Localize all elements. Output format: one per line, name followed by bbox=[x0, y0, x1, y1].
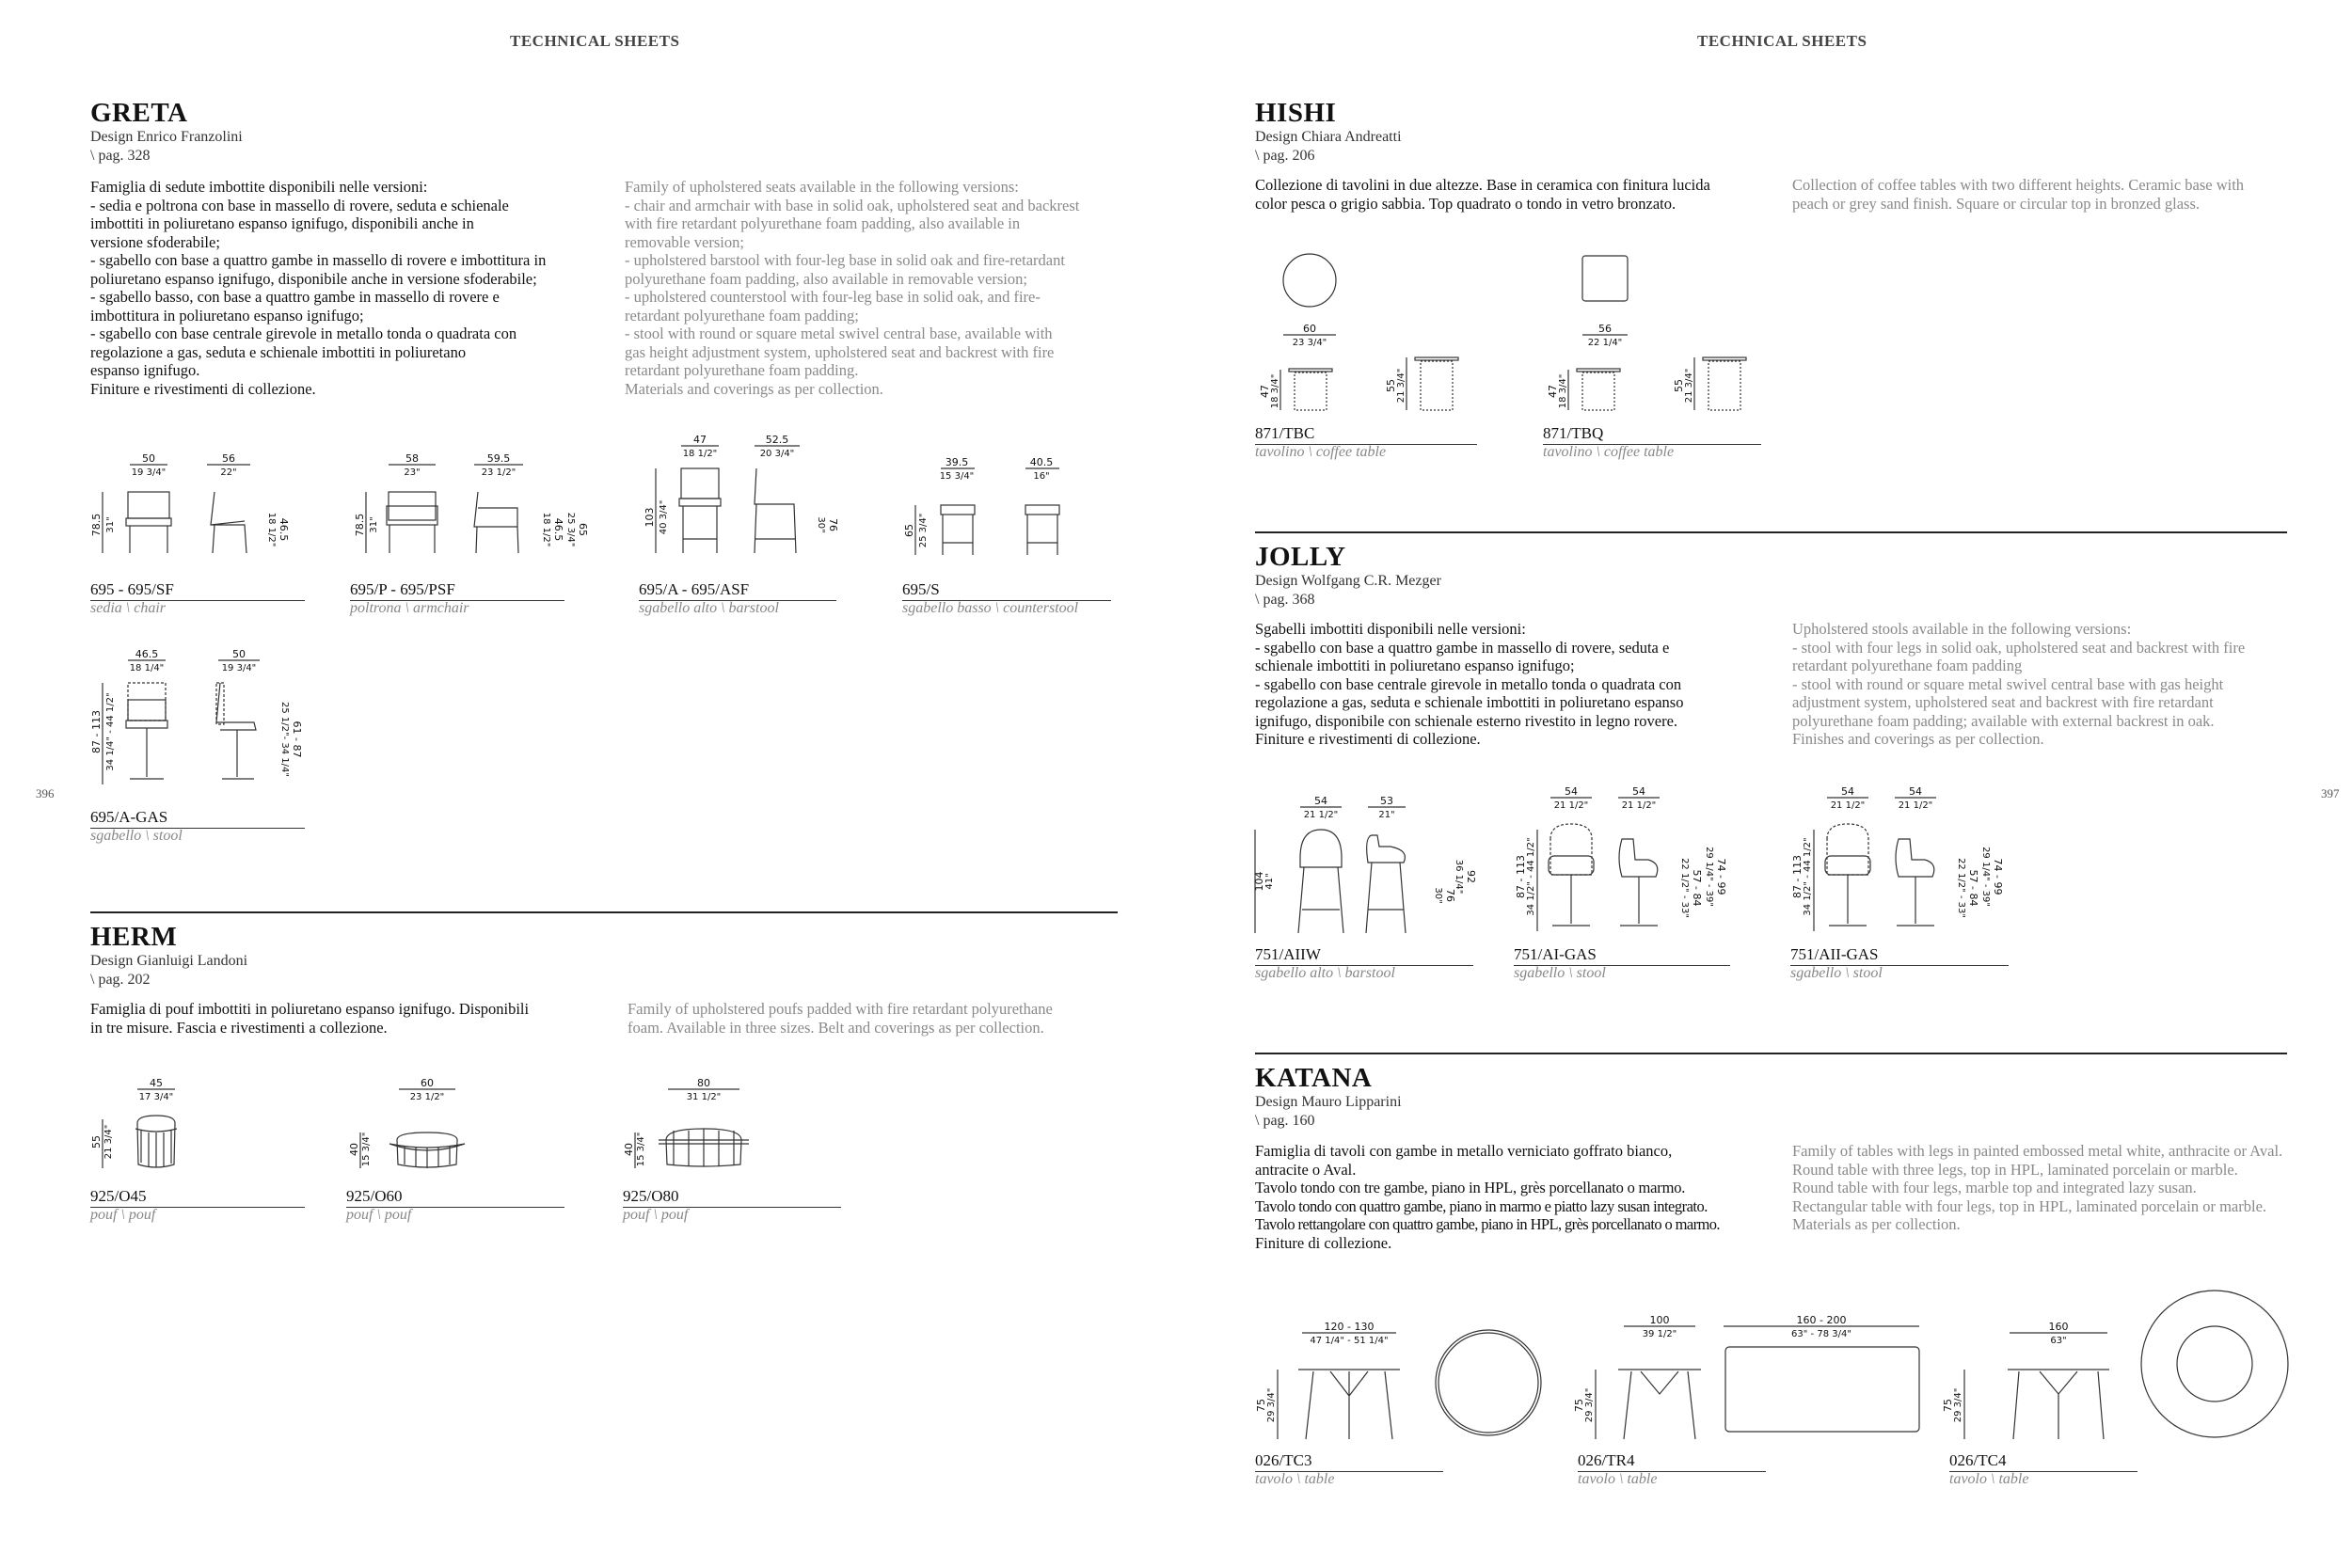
greta-page-ref: \ pag. 328 bbox=[90, 148, 151, 164]
text-line: Round table with three legs, top in HPL, laminated porcelain or marble. bbox=[1792, 1160, 2238, 1179]
dim-back-height: 74 - 99 bbox=[1715, 858, 1727, 895]
dim-seat-height-in: 22 1/2" - 33" bbox=[1679, 858, 1690, 918]
hishi-code-tbc: 871/TBC bbox=[1255, 424, 1477, 445]
hishi-designer bbox=[1255, 128, 1402, 166]
dim-length: 160 - 200 bbox=[1796, 1314, 1847, 1326]
katana-designer bbox=[1255, 1093, 1402, 1131]
jolly-page-ref: \ pag. 368 bbox=[1255, 592, 1315, 608]
text-line: Finiture e rivestimenti di collezione. bbox=[90, 379, 316, 398]
dim-width: 54 bbox=[1841, 785, 1854, 798]
dim-height: 65 bbox=[903, 524, 915, 537]
dim-depth: 53 bbox=[1380, 795, 1393, 807]
herm-code-o60: 925/O60 bbox=[346, 1187, 564, 1208]
herm-designer-name: Design Gianluigi Landoni bbox=[90, 953, 248, 969]
dim-seat-height-in: 18 1/2" bbox=[266, 512, 277, 547]
text-line: antracite o Aval. bbox=[1255, 1160, 1357, 1179]
text-line: - sgabello con base centrale girevole in metallo tonda o quadrata con bbox=[1255, 674, 1682, 693]
dim-depth-in: 16" bbox=[1033, 471, 1050, 482]
text-line: - upholstered counterstool with four-leg base in solid oak, and fire- bbox=[625, 288, 1041, 306]
text-line: Finishes and coverings as per collection. bbox=[1792, 730, 2044, 748]
dim-height-in: 29 3/4" bbox=[1266, 1387, 1277, 1423]
dim-height-high-in: 21 3/4" bbox=[1396, 368, 1406, 404]
dim-height-in: 40 3/4" bbox=[659, 499, 669, 535]
jolly-aiiw-drawing bbox=[1249, 792, 1503, 938]
dim-width: 54 bbox=[1314, 795, 1327, 807]
dim-depth-in: 23 1/2" bbox=[481, 467, 516, 478]
greta-chair-drawing bbox=[83, 450, 309, 558]
greta-caption-chair: sedia \ chair bbox=[90, 600, 166, 616]
herm-code-o80: 925/O80 bbox=[623, 1187, 841, 1208]
herm-caption-o45: pouf \ pouf bbox=[90, 1207, 156, 1223]
dim-depth-in: 21 1/2" bbox=[1898, 800, 1933, 811]
dim-height: 40 bbox=[623, 1143, 635, 1156]
text-line: Collezione di tavolini in due altezze. Base in ceramica con finitura lucida bbox=[1255, 176, 1710, 194]
katana-code-tc4: 026/TC4 bbox=[1949, 1451, 2137, 1472]
dim-seat-height: 57 - 84 bbox=[1691, 869, 1703, 907]
text-line: adjustment system, upholstered seat and backrest with fire retardant bbox=[1792, 693, 2214, 711]
greta-caption-gas-stool: sgabello \ stool bbox=[90, 828, 183, 844]
katana-page-ref: \ pag. 160 bbox=[1255, 1113, 1315, 1129]
text-line: Collection of coffee tables with two different heights. Ceramic base with bbox=[1792, 176, 2245, 194]
dim-width: 45 bbox=[150, 1077, 163, 1089]
dim-height-in: 34 1/2" - 44 1/2" bbox=[1803, 837, 1813, 916]
dim-width-in: 23 3/4" bbox=[1292, 338, 1327, 348]
dim-height-low-in: 18 3/4" bbox=[1558, 373, 1568, 409]
dim-width-in: 22 1/4" bbox=[1587, 338, 1623, 348]
dim-width: 46.5 bbox=[135, 648, 159, 660]
text-line: - stool with four legs in solid oak, upholstered seat and backrest with fire bbox=[1792, 638, 2246, 657]
jolly-caption-aii-gas: sgabello \ stool bbox=[1790, 965, 1883, 981]
dim-height-in: 31" bbox=[369, 516, 379, 533]
text-line: Finiture di collezione. bbox=[1255, 1233, 1392, 1252]
dim-width: 60 bbox=[1303, 323, 1316, 335]
text-line: - sgabello con base centrale girevole in metallo tonda o quadrata con bbox=[90, 325, 517, 342]
katana-tc4-drawing bbox=[1942, 1289, 2299, 1452]
dim-width-in: 23" bbox=[404, 467, 421, 478]
text-line: Family of upholstered seats available in the following versions: bbox=[625, 178, 1019, 196]
dim-width-in: 21 1/2" bbox=[1830, 800, 1866, 811]
katana-caption-tc4: tavolo \ table bbox=[1949, 1471, 2029, 1487]
dim-width-in: 19 3/4" bbox=[131, 467, 167, 478]
dim-height-in: 25 3/4" bbox=[918, 513, 929, 548]
text-line: retardant polyurethane foam padding bbox=[1792, 657, 2023, 674]
greta-title: GRETA bbox=[90, 98, 188, 128]
text-line: in tre misure. Fascia e rivestimenti a collezione. bbox=[90, 1018, 388, 1037]
hishi-tbq-drawing bbox=[1539, 252, 1793, 421]
dim-height: 75 bbox=[1573, 1399, 1585, 1412]
dim-height-low-in: 18 3/4" bbox=[1270, 373, 1280, 409]
text-line: Sgabelli imbottiti disponibili nelle versioni: bbox=[1255, 620, 1526, 638]
dim-back-height-in: 29 1/4" - 39" bbox=[1704, 847, 1714, 907]
dim-height-in: 29 3/4" bbox=[1953, 1387, 1963, 1423]
dim-height: 78.5 bbox=[90, 513, 103, 537]
dim-width: 120 - 130 bbox=[1324, 1321, 1375, 1333]
text-line: espanso ignifugo. bbox=[90, 361, 200, 379]
dim-height-low: 47 bbox=[1259, 385, 1271, 398]
dim-height-in: 15 3/4" bbox=[361, 1132, 372, 1167]
dim-height-in: 31" bbox=[105, 516, 116, 533]
dim-height: 55 bbox=[90, 1135, 103, 1148]
jolly-caption-aiiw: sgabello alto \ barstool bbox=[1255, 965, 1395, 981]
herm-title: HERM bbox=[90, 922, 178, 952]
dim-width-in: 23 1/2" bbox=[409, 1092, 445, 1102]
dim-seat-height: 61 - 87 bbox=[291, 721, 303, 758]
text-line: versione sfoderabile; bbox=[90, 232, 220, 251]
text-line: regolazione a gas, seduta e schienale imbottiti in poliuretano espanso bbox=[1255, 693, 1684, 711]
jolly-designer-name: Design Wolfgang C.R. Mezger bbox=[1255, 573, 1441, 589]
dim-width-in: 21 1/2" bbox=[1553, 800, 1589, 811]
text-line: Famiglia di pouf imbottiti in poliuretano espanso ignifugo. Disponibili bbox=[90, 1000, 530, 1018]
dim-width-in: 18 1/4" bbox=[129, 663, 165, 673]
text-line: Upholstered stools available in the following versions: bbox=[1792, 620, 2132, 638]
greta-counterstool-drawing bbox=[896, 453, 1112, 557]
herm-pouf-45-drawing bbox=[85, 1074, 235, 1173]
greta-description-it bbox=[90, 178, 546, 398]
text-line: Family of upholstered poufs padded with fire retardant polyurethane bbox=[628, 1000, 1053, 1018]
dim-depth-in: 21" bbox=[1378, 810, 1395, 820]
dim-width-in: 21 1/2" bbox=[1303, 810, 1339, 820]
dim-depth: 54 bbox=[1909, 785, 1922, 798]
katana-code-tc3: 026/TC3 bbox=[1255, 1451, 1443, 1472]
jolly-aii-gas-drawing bbox=[1786, 783, 2040, 938]
dim-seat-height-in: 30" bbox=[1433, 887, 1443, 904]
text-line: - sgabello basso, con base a quattro gambe in massello di rovere e bbox=[90, 288, 500, 306]
dim-width: 100 bbox=[1649, 1314, 1670, 1326]
dim-height-high: 55 bbox=[1385, 379, 1397, 392]
greta-armchair-drawing bbox=[346, 450, 600, 558]
dim-seat-height: 76 bbox=[1444, 889, 1456, 902]
jolly-description-it bbox=[1255, 620, 1683, 749]
text-line: polyurethane foam padding; available with external backrest in oak. bbox=[1792, 711, 2215, 730]
dim-height: 75 bbox=[1942, 1399, 1954, 1412]
herm-pouf-60-drawing bbox=[342, 1074, 512, 1173]
dim-depth-in: 21 1/2" bbox=[1621, 800, 1657, 811]
text-line: Famiglia di tavoli con gambe in metallo verniciato goffrato bianco, bbox=[1255, 1142, 1673, 1160]
dim-height: 78.5 bbox=[354, 513, 366, 537]
dim-back-height: 74 - 99 bbox=[1992, 858, 2004, 895]
katana-caption-tr4: tavolo \ table bbox=[1578, 1471, 1658, 1487]
katana-designer-name: Design Mauro Lipparini bbox=[1255, 1094, 1402, 1110]
herm-caption-o60: pouf \ pouf bbox=[346, 1207, 412, 1223]
herm-caption-o80: pouf \ pouf bbox=[623, 1207, 689, 1223]
hishi-description-it bbox=[1255, 176, 1710, 213]
page-number-right: 397 bbox=[2321, 786, 2340, 800]
greta-barstool-drawing bbox=[636, 431, 862, 558]
text-line: imbottiti in poliuretano espanso ignifugo, disponibili anche in bbox=[90, 214, 474, 232]
dim-width: 39.5 bbox=[945, 456, 969, 468]
text-line: gas height adjustment system, upholstered seat and backrest with fire bbox=[625, 342, 1055, 361]
text-line: with fire retardant polyurethane foam padding, also available in bbox=[625, 214, 1021, 232]
katana-description-it bbox=[1255, 1142, 1720, 1252]
herm-description-en bbox=[628, 1000, 1053, 1037]
text-line: removable version; bbox=[625, 232, 744, 251]
dim-seat-height-in: 30" bbox=[816, 516, 826, 533]
text-line: poliuretano espanso ignifugo, disponibile anche in versione sfoderabile; bbox=[90, 269, 537, 288]
greta-code-barstool: 695/A - 695/ASF bbox=[639, 580, 836, 601]
text-line: Tavolo rettangolare con quattro gambe, piano in HPL, grès porcellanato o marmo. bbox=[1255, 1215, 1720, 1233]
dim-width-in: 39 1/2" bbox=[1642, 1329, 1677, 1339]
jolly-designer bbox=[1255, 572, 1441, 610]
dim-seat-height: 46.5 bbox=[278, 517, 290, 542]
dim-width-in: 63" bbox=[2050, 1336, 2067, 1346]
dim-height-in: 15 3/4" bbox=[636, 1132, 646, 1167]
dim-width-in: 15 3/4" bbox=[939, 471, 975, 482]
dim-depth: 50 bbox=[232, 648, 246, 660]
dim-back-height: 92 bbox=[1465, 870, 1477, 883]
greta-designer bbox=[90, 128, 243, 166]
dim-height-in: 34 1/2" - 44 1/2" bbox=[1526, 837, 1536, 916]
dim-depth: 52.5 bbox=[765, 434, 789, 446]
text-line: Famiglia di sedute imbottite disponibili nelle versioni: bbox=[90, 178, 428, 196]
dim-width: 47 bbox=[693, 434, 707, 446]
header-right: TECHNICAL SHEETS bbox=[1697, 32, 1867, 50]
text-line: regolazione a gas, seduta e schienale imbottiti in poliuretano bbox=[90, 342, 467, 361]
dim-height-in: 29 3/4" bbox=[1584, 1387, 1595, 1423]
greta-gas-stool-drawing bbox=[83, 645, 309, 791]
dim-depth: 54 bbox=[1632, 785, 1645, 798]
greta-caption-counterstool: sgabello basso \ counterstool bbox=[902, 600, 1079, 616]
dim-seat-height-in: 18 1/2" bbox=[541, 512, 551, 547]
dim-depth-in: 22" bbox=[220, 467, 237, 478]
text-line: - stool with round or square metal swivel central base with gas height bbox=[1792, 674, 2224, 693]
text-line: retardant polyurethane foam padding; bbox=[625, 306, 859, 325]
text-line: color pesca o grigio sabbia. Top quadrato o tondo in vetro bronzato. bbox=[1255, 194, 1677, 213]
greta-description-en bbox=[625, 178, 1079, 398]
text-line: - sedia e poltrona con base in massello di rovere, seduta e schienale bbox=[90, 196, 509, 214]
greta-code-gas-stool: 695/A-GAS bbox=[90, 808, 305, 829]
dim-height-high: 55 bbox=[1673, 379, 1685, 392]
greta-caption-armchair: poltrona \ armchair bbox=[350, 600, 469, 616]
dim-height: 104 bbox=[1253, 871, 1265, 892]
dim-height-in: 21 3/4" bbox=[103, 1124, 114, 1160]
dim-height: 75 bbox=[1255, 1399, 1267, 1412]
dim-height: 87 - 113 bbox=[1515, 855, 1527, 898]
dim-height-in: 41" bbox=[1264, 873, 1275, 890]
dim-width-in: 47 1/4" - 51 1/4" bbox=[1310, 1336, 1389, 1346]
dim-width: 60 bbox=[421, 1077, 434, 1089]
text-line: - stool with round or square metal swivel central base, available with bbox=[625, 325, 1053, 342]
jolly-code-aiiw: 751/AIIW bbox=[1255, 945, 1473, 966]
katana-tc3-drawing bbox=[1255, 1311, 1556, 1452]
herm-designer bbox=[90, 952, 247, 990]
herm-description-it bbox=[90, 1000, 529, 1037]
dim-length-in: 63" - 78 3/4" bbox=[1791, 1329, 1851, 1339]
greta-code-chair: 695 - 695/SF bbox=[90, 580, 305, 601]
hishi-caption-tbc: tavolino \ coffee table bbox=[1255, 444, 1387, 460]
dim-back-height-in: 29 1/4" - 39" bbox=[1980, 847, 1991, 907]
herm-pouf-80-drawing bbox=[617, 1074, 805, 1173]
greta-designer-name: Design Enrico Franzolini bbox=[90, 129, 243, 145]
dim-width: 80 bbox=[697, 1077, 710, 1089]
dim-width-in: 31 1/2" bbox=[686, 1092, 722, 1102]
divider-herm bbox=[90, 911, 1118, 913]
text-line: Finiture e rivestimenti di collezione. bbox=[1255, 730, 1481, 748]
greta-code-counterstool: 695/S bbox=[902, 580, 1111, 601]
hishi-caption-tbq: tavolino \ coffee table bbox=[1543, 444, 1675, 460]
dim-height: 40 bbox=[348, 1143, 360, 1156]
dim-depth-in: 19 3/4" bbox=[221, 663, 257, 673]
hishi-designer-name: Design Chiara Andreatti bbox=[1255, 129, 1402, 145]
text-line: Tavolo tondo con tre gambe, piano in HPL, grès porcellanato o marmo. bbox=[1255, 1179, 1686, 1196]
text-line: Family of tables with legs in painted embossed metal white, anthracite or Aval. bbox=[1792, 1142, 2283, 1160]
dim-seat-height-in: 22 1/2" - 33" bbox=[1956, 858, 1966, 918]
text-line: - sgabello con base a quattro gambe in massello di rovere, seduta e bbox=[1255, 638, 1670, 657]
text-line: - sgabello con base a quattro gambe in massello di rovere e imbottitura in bbox=[90, 251, 547, 269]
text-line: - upholstered barstool with four-leg base in solid oak and fire-retardant bbox=[625, 251, 1065, 269]
greta-caption-barstool: sgabello alto \ barstool bbox=[639, 600, 779, 616]
dim-width: 50 bbox=[142, 452, 155, 465]
text-line: foam. Available in three sizes. Belt and coverings as per collection. bbox=[628, 1018, 1044, 1037]
text-line: Round table with four legs, marble top and integrated lazy susan. bbox=[1792, 1179, 2197, 1196]
text-line: polyurethane foam padding, also available in removable version; bbox=[625, 269, 1027, 288]
jolly-caption-ai-gas: sgabello \ stool bbox=[1514, 965, 1606, 981]
dim-height-low: 47 bbox=[1547, 385, 1559, 398]
dim-height-in: 34 1/4" - 44 1/2" bbox=[105, 692, 116, 771]
dim-width: 58 bbox=[405, 452, 419, 465]
divider-jolly bbox=[1255, 531, 2287, 533]
jolly-ai-gas-drawing bbox=[1509, 783, 1763, 938]
header-left: TECHNICAL SHEETS bbox=[510, 32, 680, 50]
text-line: Rectangular table with four legs, top in HPL, laminated porcelain or marble. bbox=[1792, 1196, 2267, 1215]
divider-katana bbox=[1255, 1053, 2287, 1054]
dim-depth-in: 20 3/4" bbox=[759, 449, 795, 459]
katana-title: KATANA bbox=[1255, 1063, 1373, 1093]
dim-seat-height: 46.5 bbox=[552, 517, 564, 542]
dim-width: 54 bbox=[1565, 785, 1578, 798]
dim-arm-height-in: 25 3/4" bbox=[565, 512, 576, 547]
hishi-page-ref: \ pag. 206 bbox=[1255, 148, 1315, 164]
hishi-tbc-drawing bbox=[1251, 252, 1505, 421]
jolly-code-ai-gas: 751/AI-GAS bbox=[1514, 945, 1730, 966]
dim-width-in: 17 3/4" bbox=[138, 1092, 174, 1102]
jolly-description-en bbox=[1792, 620, 2245, 749]
dim-seat-height: 76 bbox=[827, 518, 839, 531]
dim-height: 87 - 113 bbox=[1791, 855, 1804, 898]
katana-tr4-drawing bbox=[1573, 1311, 1931, 1452]
hishi-code-tbq: 871/TBQ bbox=[1543, 424, 1761, 445]
dim-width: 56 bbox=[1598, 323, 1612, 335]
dim-height: 87 - 113 bbox=[90, 710, 103, 753]
dim-depth: 56 bbox=[222, 452, 235, 465]
text-line: Tavolo tondo con quattro gambe, piano in marmo e piatto lazy susan integrato. bbox=[1255, 1196, 1708, 1215]
jolly-code-aii-gas: 751/AII-GAS bbox=[1790, 945, 2009, 966]
katana-code-tr4: 026/TR4 bbox=[1578, 1451, 1766, 1472]
herm-code-o45: 925/O45 bbox=[90, 1187, 305, 1208]
katana-description-en bbox=[1792, 1142, 2282, 1234]
text-line: Materials as per collection. bbox=[1792, 1215, 1961, 1233]
dim-width-in: 18 1/2" bbox=[682, 449, 718, 459]
dim-arm-height: 65 bbox=[577, 523, 589, 536]
herm-page-ref: \ pag. 202 bbox=[90, 972, 151, 988]
dim-width: 160 bbox=[2048, 1321, 2069, 1333]
greta-code-armchair: 695/P - 695/PSF bbox=[350, 580, 564, 601]
dim-back-height-in: 36 1/4" bbox=[1454, 859, 1464, 895]
text-line: Materials and coverings as per collection. bbox=[625, 379, 883, 398]
text-line: retardant polyurethane foam padding. bbox=[625, 361, 859, 379]
jolly-title: JOLLY bbox=[1255, 542, 1346, 572]
dim-seat-height-in: 25 1/2"- 34 1/4" bbox=[279, 702, 290, 777]
hishi-description-en bbox=[1792, 176, 2244, 213]
hishi-title: HISHI bbox=[1255, 98, 1337, 128]
dim-depth: 59.5 bbox=[486, 452, 511, 465]
dim-height: 103 bbox=[644, 507, 656, 528]
text-line: schienale imbottiti in poliuretano espanso ignifugo; bbox=[1255, 657, 1575, 674]
katana-caption-tc3: tavolo \ table bbox=[1255, 1471, 1335, 1487]
dim-seat-height: 57 - 84 bbox=[1967, 869, 1979, 907]
dim-depth: 40.5 bbox=[1029, 456, 1054, 468]
dim-height-high-in: 21 3/4" bbox=[1684, 368, 1694, 404]
text-line: ignifugo, disponibile con schienale esterno rivestito in legno rovere. bbox=[1255, 711, 1678, 730]
text-line: imbottitura in poliuretano espanso ignifugo; bbox=[90, 306, 364, 325]
text-line: - chair and armchair with base in solid oak, upholstered seat and backrest bbox=[625, 196, 1080, 214]
page-number-left: 396 bbox=[36, 786, 55, 800]
text-line: peach or grey sand finish. Square or circular top in bronzed glass. bbox=[1792, 194, 2200, 213]
